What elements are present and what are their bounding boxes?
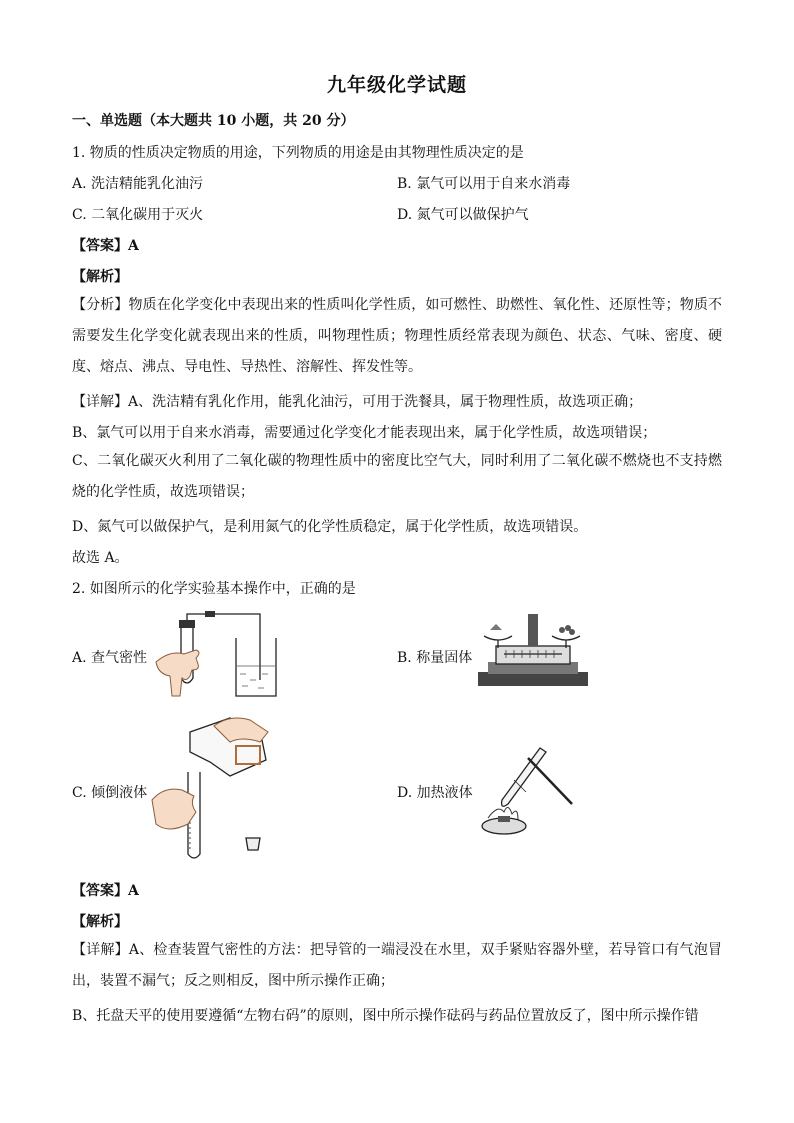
page-title: 九年级化学试题 xyxy=(326,74,467,96)
pouring-liquid-figure xyxy=(150,712,280,862)
heating-liquid-figure xyxy=(474,740,584,840)
q2-stem: 2. 如图所示的化学实验基本操作中，正确的是 xyxy=(72,581,356,597)
q1-detail-a: 【详解】A、洗洁精有乳化作用，能乳化油污，可用于洗餐具，属于物理性质，故选项正确； xyxy=(72,394,643,410)
q1-stem: 1. 物质的性质决定物质的用途，下列物质的用途是由其物理性质决定的是 xyxy=(72,145,524,161)
q2-detail-a: 【详解】A、检查装置气密性的方法：把导管的一端浸没在水里，双手紧贴容器外壁，若导管口有气泡冒出，装置不漏气；反之则相反，图中所示操作正确； xyxy=(72,942,722,989)
balance-scale-figure xyxy=(474,610,594,690)
q1-conclusion: 故选 A。 xyxy=(72,550,129,566)
q1-analysis-head: 【解析】 xyxy=(72,269,128,285)
q1-analysis: 【分析】物质在化学变化中表现出来的性质叫化学性质，如可燃性、助燃性、氧化性、还原性等；物质不需要发生化学变化就表现出来的性质，叫物理性质；物理性质经常表现为颜色、状态、气味、密度、硬度、熔点、沸点、导电性、导热性、溶解性、挥发性等。 xyxy=(72,297,722,375)
q1-option-c: C. 二氧化碳用于灭火 xyxy=(72,207,204,223)
q1-detail-b: B、氯气可以用于自来水消毒，需要通过化学变化才能表现出来，属于化学性质，故选项错误； xyxy=(72,425,657,441)
q1-answer: 【答案】A xyxy=(72,238,139,254)
q2-option-c: C. 倾倒液体 xyxy=(72,785,148,801)
q1-option-b: B. 氯气可以用于自来水消毒 xyxy=(397,176,571,192)
q2-analysis-head: 【解析】 xyxy=(72,914,128,930)
q1-option-a: A. 洗洁精能乳化油污 xyxy=(72,176,204,192)
q2-answer: 【答案】A xyxy=(72,883,139,899)
q1-option-d: D. 氮气可以做保护气 xyxy=(397,207,529,223)
q2-option-d: D. 加热液体 xyxy=(397,785,473,801)
q2-option-b: B. 称量固体 xyxy=(397,650,473,666)
q2-option-a: A. 查气密性 xyxy=(72,650,148,666)
airtightness-check-figure xyxy=(150,610,290,700)
q2-detail-b: B、托盘天平的使用要遵循“左物右码”的原则，图中所示操作砝码与药品位置放反了，图中所示操作错 xyxy=(72,1008,699,1024)
q1-detail-c: C、二氧化碳灭火利用了二氧化碳的物理性质中的密度比空气大，同时利用了二氧化碳不燃烧也不支持燃烧的化学性质，故选项错误； xyxy=(72,453,722,500)
section-heading: 一、单选题（本大题共 10 小题，共 20 分） xyxy=(72,113,355,129)
q1-detail-d: D、氮气可以做保护气，是利用氮气的化学性质稳定，属于化学性质，故选项错误。 xyxy=(72,519,588,535)
